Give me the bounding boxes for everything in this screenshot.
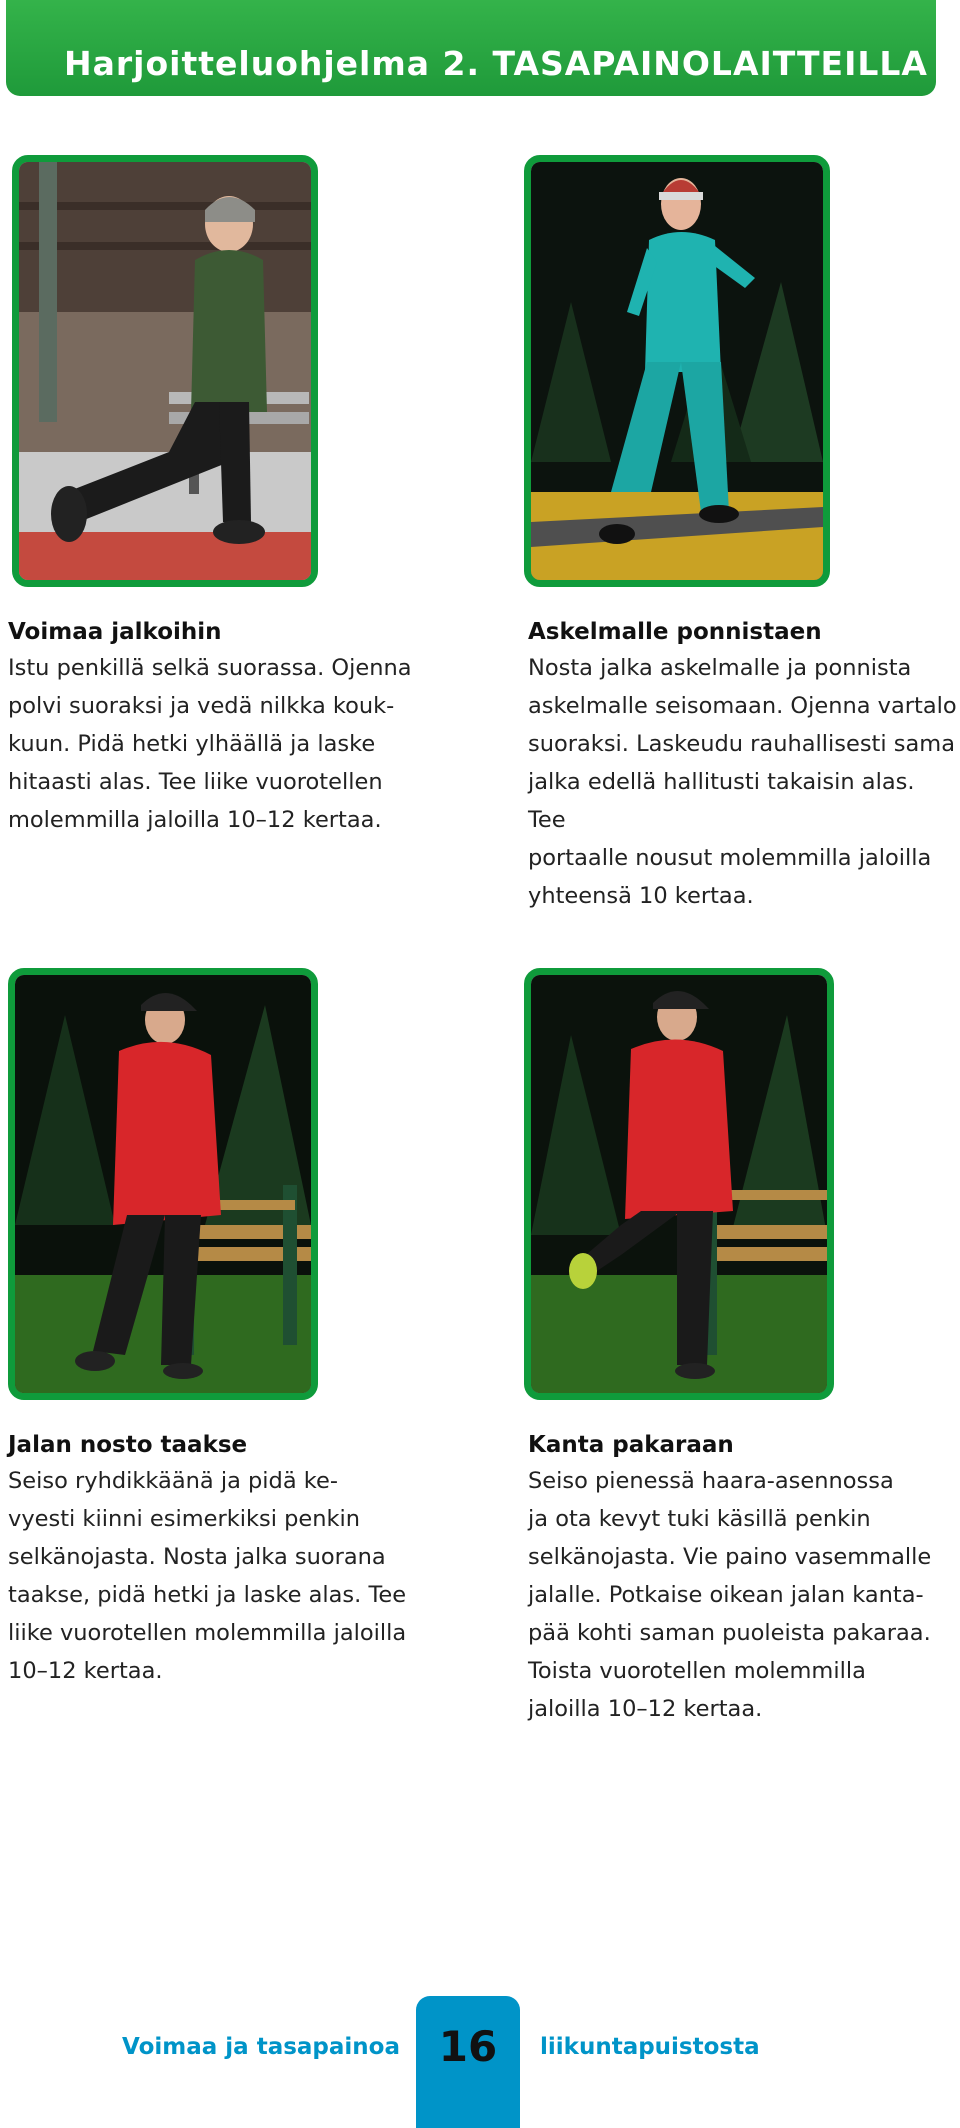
photo-heel-to-buttock	[524, 968, 834, 1400]
footer-right-text: liikuntapuistosta	[540, 2034, 760, 2060]
page-footer	[0, 1990, 960, 2125]
page-title: Harjoitteluohjelma 2. TASAPAINOLAITTEILLA	[64, 44, 928, 83]
title-banner	[6, 0, 936, 96]
photo-seated-leg-extension	[12, 155, 318, 587]
exercise-title: Jalan nosto taakse	[8, 1432, 248, 1458]
page-number: 16	[438, 2022, 498, 2071]
footer-left-text: Voimaa ja tasapainoa	[122, 2034, 400, 2060]
exercise-askelmalle-ponnistaen	[528, 619, 958, 915]
photo-leg-lift-back	[8, 968, 318, 1400]
exercise-text: Nosta jalka askelmalle ja ponnista askelmalle seisomaan. Ojenna vartalo suoraksi. Laskeudu rauhallisesti sama jalka edellä hallitusti takaisin alas. Tee portaalle nousut molemmilla jaloilla yhteensä 10 kertaa.	[528, 655, 957, 909]
exercise-text: Seiso ryhdikkäänä ja pidä ke- vyesti kiinni esimerkiksi penkin selkänojasta. Nosta jalka suorana taakse, pidä hetki ja laske alas. Tee liike vuorotellen molemmilla jaloilla 10–12 kertaa.	[8, 1468, 407, 1684]
exercise-title: Askelmalle ponnistaen	[528, 619, 822, 645]
exercise-text: Istu penkillä selkä suorassa. Ojenna polvi suoraksi ja vedä nilkka kouk- kuun. Pidä hetki ylhäällä ja laske hitaasti alas. Tee liike vuorotellen molemmilla jaloilla 10–12 kertaa.	[8, 655, 412, 833]
exercise-title: Voimaa jalkoihin	[8, 619, 222, 645]
exercise-title: Kanta pakaraan	[528, 1432, 734, 1458]
exercise-voimaa-jalkoihin	[8, 619, 448, 839]
exercise-jalan-nosto-taakse	[8, 1432, 448, 1690]
exercise-text: Seiso pienessä haara-asennossa ja ota kevyt tuki käsillä penkin selkänojasta. Vie paino vasemmalle jalalle. Potkaise oikean jalan kanta- pää kohti saman puoleista pakaraa. Toista vuorotellen molemmilla jaloilla 10–12 kertaa.	[528, 1468, 932, 1722]
photo-step-up	[524, 155, 830, 587]
exercise-kanta-pakaraan	[528, 1432, 958, 1728]
